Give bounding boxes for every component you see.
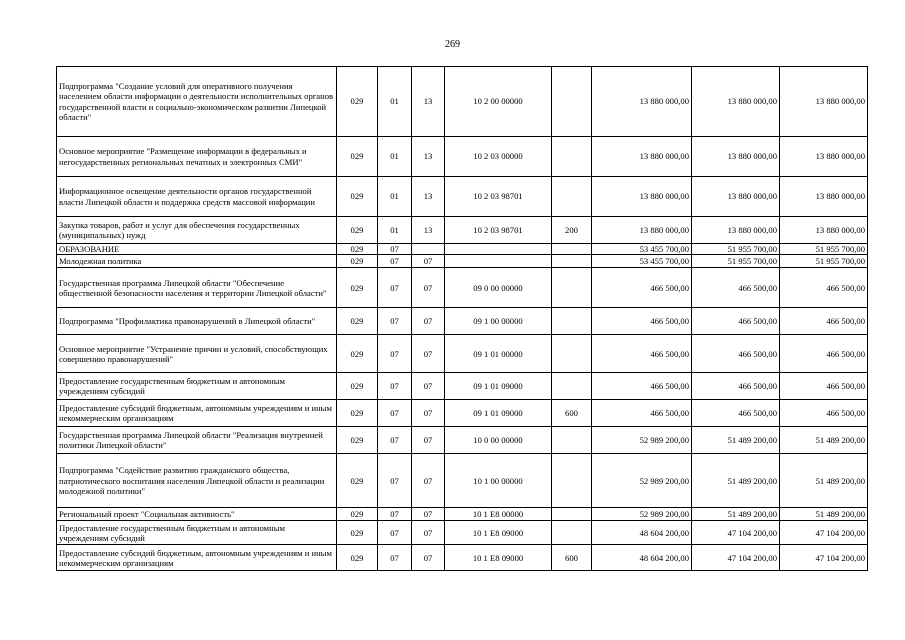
cell-amount-y1: 52 989 200,00 <box>592 454 692 508</box>
cell-rz: 07 <box>378 545 412 571</box>
table-row <box>57 217 868 244</box>
cell-gr: 029 <box>337 508 378 521</box>
cell-amount-y3: 13 880 000,00 <box>780 137 868 177</box>
cell-vr <box>552 244 592 255</box>
cell-csr: 09 1 01 09000 <box>445 373 552 400</box>
table-row <box>57 255 868 268</box>
row-name: Предоставление субсидий бюджетным, автономным учреждениям и иным некоммерческим организациям <box>57 545 337 571</box>
table-row <box>57 308 868 335</box>
cell-amount-y3: 51 955 700,00 <box>780 255 868 268</box>
row-name: Молодежная политика <box>57 255 337 268</box>
row-name: Предоставление субсидий бюджетным, автономным учреждениям и иным некоммерческим организациям <box>57 400 337 427</box>
cell-amount-y2: 466 500,00 <box>692 335 780 373</box>
cell-amount-y3: 51 955 700,00 <box>780 244 868 255</box>
cell-csr: 10 2 03 00000 <box>445 137 552 177</box>
table-row <box>57 335 868 373</box>
cell-rz: 01 <box>378 217 412 244</box>
cell-amount-y3: 466 500,00 <box>780 400 868 427</box>
cell-pr: 07 <box>412 308 445 335</box>
cell-pr: 13 <box>412 177 445 217</box>
cell-amount-y3: 13 880 000,00 <box>780 67 868 137</box>
cell-gr: 029 <box>337 521 378 545</box>
cell-amount-y1: 52 989 200,00 <box>592 427 692 454</box>
cell-amount-y3: 47 104 200,00 <box>780 545 868 571</box>
cell-amount-y2: 466 500,00 <box>692 268 780 308</box>
cell-amount-y3: 13 880 000,00 <box>780 217 868 244</box>
cell-amount-y1: 466 500,00 <box>592 268 692 308</box>
cell-pr: 07 <box>412 545 445 571</box>
cell-pr: 13 <box>412 217 445 244</box>
cell-amount-y2: 13 880 000,00 <box>692 217 780 244</box>
cell-rz: 07 <box>378 255 412 268</box>
cell-amount-y2: 51 489 200,00 <box>692 454 780 508</box>
cell-pr: 07 <box>412 508 445 521</box>
row-name: Государственная программа Липецкой области "Обеспечение общественной безопасности населения и территории Липецкой области" <box>57 268 337 308</box>
cell-gr: 029 <box>337 545 378 571</box>
cell-csr: 09 1 01 00000 <box>445 335 552 373</box>
cell-gr: 029 <box>337 67 378 137</box>
table-row <box>57 268 868 308</box>
cell-pr: 07 <box>412 521 445 545</box>
cell-vr <box>552 308 592 335</box>
cell-vr <box>552 67 592 137</box>
page-number: 269 <box>445 39 460 50</box>
cell-amount-y3: 466 500,00 <box>780 308 868 335</box>
cell-amount-y1: 13 880 000,00 <box>592 217 692 244</box>
budget-table <box>56 66 868 571</box>
cell-pr: 07 <box>412 427 445 454</box>
table-row <box>57 427 868 454</box>
cell-amount-y1: 466 500,00 <box>592 373 692 400</box>
cell-amount-y3: 51 489 200,00 <box>780 454 868 508</box>
cell-rz: 07 <box>378 373 412 400</box>
cell-csr: 10 2 03 98701 <box>445 217 552 244</box>
cell-amount-y2: 466 500,00 <box>692 400 780 427</box>
cell-pr: 07 <box>412 400 445 427</box>
cell-amount-y2: 47 104 200,00 <box>692 521 780 545</box>
cell-gr: 029 <box>337 373 378 400</box>
cell-vr <box>552 268 592 308</box>
cell-csr: 10 1 E8 09000 <box>445 545 552 571</box>
row-name: Закупка товаров, работ и услуг для обеспечения государственных (муниципальных) нужд <box>57 217 337 244</box>
table-row <box>57 177 868 217</box>
cell-pr: 07 <box>412 373 445 400</box>
cell-vr <box>552 427 592 454</box>
cell-amount-y2: 47 104 200,00 <box>692 545 780 571</box>
cell-pr <box>412 244 445 255</box>
cell-vr <box>552 521 592 545</box>
cell-rz: 07 <box>378 400 412 427</box>
cell-gr: 029 <box>337 427 378 454</box>
table-row <box>57 545 868 571</box>
cell-vr <box>552 454 592 508</box>
cell-amount-y1: 53 455 700,00 <box>592 255 692 268</box>
cell-csr: 10 0 00 00000 <box>445 427 552 454</box>
cell-rz: 07 <box>378 268 412 308</box>
cell-amount-y1: 13 880 000,00 <box>592 67 692 137</box>
cell-amount-y3: 466 500,00 <box>780 373 868 400</box>
table-row <box>57 400 868 427</box>
cell-vr <box>552 137 592 177</box>
cell-amount-y1: 53 455 700,00 <box>592 244 692 255</box>
cell-amount-y1: 466 500,00 <box>592 400 692 427</box>
cell-pr: 07 <box>412 454 445 508</box>
cell-vr <box>552 508 592 521</box>
cell-gr: 029 <box>337 335 378 373</box>
cell-csr: 10 1 E8 09000 <box>445 521 552 545</box>
cell-rz: 01 <box>378 177 412 217</box>
cell-vr <box>552 255 592 268</box>
cell-rz: 07 <box>378 335 412 373</box>
row-name: Подпрограмма "Профилактика правонарушений в Липецкой области" <box>57 308 337 335</box>
cell-amount-y1: 13 880 000,00 <box>592 177 692 217</box>
cell-vr <box>552 373 592 400</box>
cell-amount-y2: 466 500,00 <box>692 373 780 400</box>
cell-amount-y3: 51 489 200,00 <box>780 508 868 521</box>
cell-amount-y2: 13 880 000,00 <box>692 177 780 217</box>
cell-csr: 10 1 E8 00000 <box>445 508 552 521</box>
cell-csr: 10 2 03 98701 <box>445 177 552 217</box>
table-row <box>57 137 868 177</box>
cell-amount-y1: 52 989 200,00 <box>592 508 692 521</box>
cell-pr: 07 <box>412 335 445 373</box>
cell-amount-y1: 13 880 000,00 <box>592 137 692 177</box>
cell-amount-y1: 466 500,00 <box>592 308 692 335</box>
cell-pr: 13 <box>412 67 445 137</box>
cell-amount-y2: 466 500,00 <box>692 308 780 335</box>
cell-pr: 07 <box>412 255 445 268</box>
cell-gr: 029 <box>337 268 378 308</box>
cell-gr: 029 <box>337 244 378 255</box>
cell-rz: 07 <box>378 244 412 255</box>
cell-vr <box>552 335 592 373</box>
cell-amount-y2: 51 955 700,00 <box>692 244 780 255</box>
row-name: Основное мероприятие "Устранение причин и условий, способствующих совершению правонарушений" <box>57 335 337 373</box>
cell-amount-y2: 51 955 700,00 <box>692 255 780 268</box>
table-row <box>57 454 868 508</box>
cell-rz: 07 <box>378 521 412 545</box>
cell-csr: 10 1 00 00000 <box>445 454 552 508</box>
cell-csr: 10 2 00 00000 <box>445 67 552 137</box>
cell-amount-y2: 51 489 200,00 <box>692 508 780 521</box>
cell-vr <box>552 177 592 217</box>
cell-gr: 029 <box>337 400 378 427</box>
row-name: Предоставление государственным бюджетным и автономным учреждениям субсидий <box>57 373 337 400</box>
cell-amount-y3: 47 104 200,00 <box>780 521 868 545</box>
cell-amount-y2: 13 880 000,00 <box>692 137 780 177</box>
row-name: ОБРАЗОВАНИЕ <box>57 244 337 255</box>
cell-amount-y1: 48 604 200,00 <box>592 521 692 545</box>
row-name: Региональный проект "Социальная активность" <box>57 508 337 521</box>
cell-amount-y3: 51 489 200,00 <box>780 427 868 454</box>
cell-amount-y2: 51 489 200,00 <box>692 427 780 454</box>
cell-csr: 09 1 00 00000 <box>445 308 552 335</box>
cell-rz: 01 <box>378 137 412 177</box>
table-row <box>57 508 868 521</box>
cell-amount-y1: 48 604 200,00 <box>592 545 692 571</box>
cell-gr: 029 <box>337 137 378 177</box>
cell-pr: 07 <box>412 268 445 308</box>
table-row <box>57 244 868 255</box>
table-row <box>57 373 868 400</box>
cell-vr: 600 <box>552 545 592 571</box>
row-name: Подпрограмма "Создание условий для оперативного получения населением области информации о деятельности исполнительных органов государственной власти и социально-экономическом развитии Липецкой области" <box>57 67 337 137</box>
cell-csr: 09 0 00 00000 <box>445 268 552 308</box>
row-name: Предоставление государственным бюджетным и автономным учреждениям субсидий <box>57 521 337 545</box>
cell-rz: 07 <box>378 454 412 508</box>
cell-rz: 07 <box>378 308 412 335</box>
cell-amount-y1: 466 500,00 <box>592 335 692 373</box>
cell-vr: 200 <box>552 217 592 244</box>
cell-csr <box>445 255 552 268</box>
cell-gr: 029 <box>337 177 378 217</box>
cell-csr <box>445 244 552 255</box>
cell-gr: 029 <box>337 255 378 268</box>
row-name: Подпрограмма "Содействие развитию гражданского общества, патриотического воспитания населения Липецкой области и реализации молодежной политики" <box>57 454 337 508</box>
cell-amount-y3: 466 500,00 <box>780 268 868 308</box>
cell-amount-y3: 466 500,00 <box>780 335 868 373</box>
cell-rz: 01 <box>378 67 412 137</box>
cell-csr: 09 1 01 09000 <box>445 400 552 427</box>
cell-vr: 600 <box>552 400 592 427</box>
cell-rz: 07 <box>378 508 412 521</box>
cell-gr: 029 <box>337 454 378 508</box>
table-row <box>57 67 868 137</box>
row-name: Информационное освещение деятельности органов государственной власти Липецкой области и поддержка средств массовой информации <box>57 177 337 217</box>
cell-gr: 029 <box>337 308 378 335</box>
row-name: Государственная программа Липецкой области "Реализация внутренней политики Липецкой области" <box>57 427 337 454</box>
cell-amount-y2: 13 880 000,00 <box>692 67 780 137</box>
cell-rz: 07 <box>378 427 412 454</box>
cell-gr: 029 <box>337 217 378 244</box>
cell-pr: 13 <box>412 137 445 177</box>
row-name: Основное мероприятие "Размещение информации в федеральных и негосударственных региональных печатных и электронных СМИ" <box>57 137 337 177</box>
cell-amount-y3: 13 880 000,00 <box>780 177 868 217</box>
table-row <box>57 521 868 545</box>
